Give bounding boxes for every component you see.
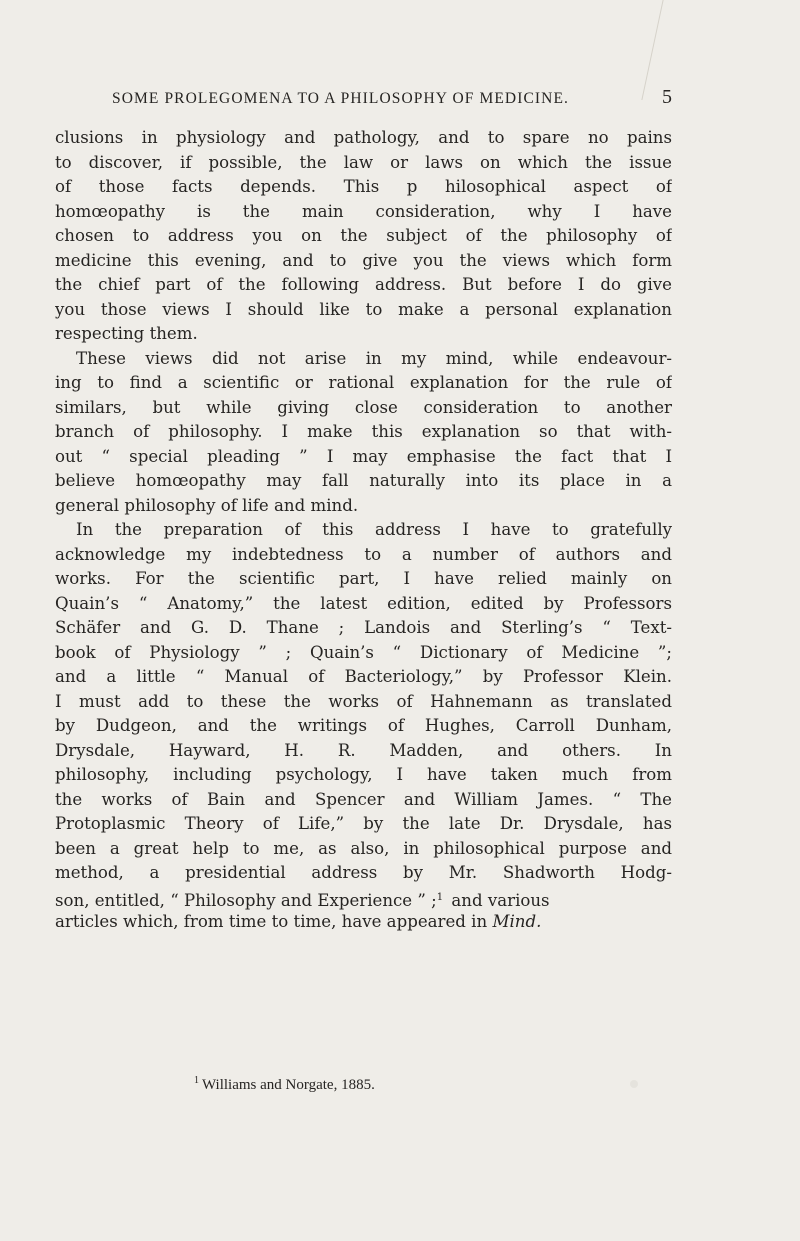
journal-title: Mind. [492,912,542,931]
text-line: branch of philosophy. I make this explanation so that with- [55,422,672,441]
text-line: book of Physiology ” ; Quain’s “ Dictionary of Medicine ”; [55,642,672,662]
text-line: respecting them. [55,324,198,343]
text-line: method, a presidential address by Mr. Shadworth Hodg- [55,863,672,882]
footnote-text: Williams and Norgate, 1885. [202,1077,375,1093]
text-line: of those facts depends. This p hilosophical aspect of [55,177,672,196]
text-line [55,910,672,935]
running-head [112,86,672,120]
text-line: acknowledge my indebtedness to a number of authors and [55,544,672,564]
page-number: 5 [662,86,672,108]
paper-smudge [630,1080,638,1088]
text-line-start: articles which, from time to time, have appeared in [55,912,488,931]
footnote-mark: 1 [194,1075,199,1086]
footnote [194,1075,375,1094]
text-line: out “ special pleading ” I may emphasise the fact that I [55,446,672,466]
text-line: medicine this evening, and to give you the views which form [55,250,672,270]
text-line: clusions in physiology and pathology, and to spare no pains [55,128,672,147]
running-title: SOME PROLEGOMENA TO A PHILOSOPHY OF MEDICINE. [112,90,569,107]
text-line: by Dudgeon, and the writings of Hughes, Carroll Dunham, [55,716,672,735]
text-line-start: son, entitled, “ Philosophy and Experience ” ; [55,890,437,910]
text-line: similars, but while giving close consideration to another [55,397,672,417]
text-line: the chief part of the following address. But before I do give [55,275,672,294]
text-line: ing to find a scientific or rational explanation for the rule of [55,373,672,392]
text-line: believe homœopathy may fall naturally into its place in a [55,471,672,490]
text-line: philosophy, including psychology, I have taken much from [55,765,672,784]
text-line: Quain’s “ Anatomy,” the latest edition, edited by Professors [55,593,672,613]
body-text [55,126,672,935]
text-line-end: and various [446,890,550,910]
footnote-reference[interactable]: 1 [436,891,444,903]
text-line: homœopathy is the main consideration, why I have [55,201,672,221]
text-line: Drysdale, Hayward, H. R. Madden, and others. In [55,740,672,760]
text-line: you those views I should like to make a personal explanation [55,299,672,319]
text-line: I must add to these the works of Hahnemann as translated [55,691,672,711]
text-line-with-footnote [55,886,672,911]
text-line: Schäfer and G. D. Thane ; Landois and Sterling’s “ Text- [55,618,672,637]
text-line: works. For the scientific part, I have relied mainly on [55,569,672,588]
text-line: chosen to address you on the subject of the philosophy of [55,226,672,245]
paragraph-start: These views did not arise in my mind, while endeavour- [76,348,672,368]
text-line: and a little “ Manual of Bacteriology,” by Professor Klein. [55,667,672,686]
text-line: to discover, if possible, the law or laws on which the issue [55,152,672,172]
paragraph-start: In the preparation of this address I have to gratefully [76,520,672,539]
text-line: been a great help to me, as also, in philosophical purpose and [55,838,672,858]
text-line: general philosophy of life and mind. [55,495,359,515]
text-line: the works of Bain and Spencer and William James. “ The [55,789,672,809]
text-line: Protoplasmic Theory of Life,” by the late Dr. Drysdale, has [55,814,672,833]
paper-crease [601,0,663,100]
